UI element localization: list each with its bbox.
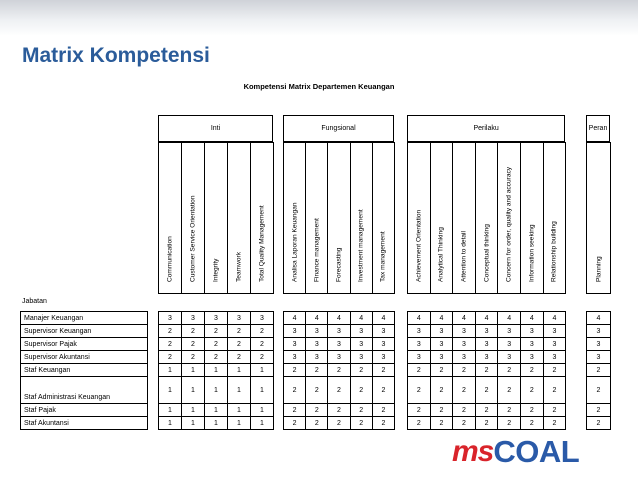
matrix-cell: 2 (520, 376, 544, 404)
matrix-cell: 1 (181, 363, 205, 377)
matrix-cell: 2 (250, 324, 274, 338)
column-header (407, 142, 431, 294)
matrix-cell: 2 (430, 363, 454, 377)
matrix-cell: 4 (543, 311, 567, 325)
matrix-cell: 3 (327, 350, 350, 364)
column-header (586, 142, 611, 294)
matrix-cell: 1 (204, 363, 228, 377)
column-header-label: Planning (595, 256, 602, 282)
matrix-cell: 3 (327, 337, 350, 351)
matrix-cell: 1 (181, 376, 205, 404)
matrix-cell: 3 (520, 324, 544, 338)
matrix-cell: 2 (283, 376, 306, 404)
column-header-label: Finance management (313, 218, 321, 282)
column-header (372, 142, 395, 294)
column-header (520, 142, 544, 294)
matrix-cell: 3 (305, 324, 328, 338)
matrix-cell: 3 (283, 337, 306, 351)
matrix-cell: 1 (227, 416, 251, 430)
matrix-cell: 3 (327, 324, 350, 338)
matrix-cell: 2 (204, 324, 228, 338)
matrix-cell: 3 (475, 350, 499, 364)
matrix-cell: 3 (586, 350, 611, 364)
matrix-cell: 3 (283, 324, 306, 338)
matrix-cell: 3 (520, 350, 544, 364)
matrix-cell: 3 (430, 337, 454, 351)
matrix-cell: 3 (305, 350, 328, 364)
column-header-label: Tax management (379, 231, 387, 282)
matrix-cell: 2 (350, 363, 373, 377)
matrix-cell: 1 (204, 416, 228, 430)
matrix-cell: 2 (543, 416, 567, 430)
row-label: Staf Pajak (20, 403, 148, 417)
matrix-cell: 3 (543, 337, 567, 351)
matrix-cell: 4 (586, 311, 611, 325)
matrix-cell: 2 (452, 363, 476, 377)
matrix-cell: 4 (283, 311, 306, 325)
matrix-cell: 3 (250, 311, 274, 325)
column-header-label: Analisa Laporan Keuangan (291, 202, 299, 282)
matrix-cell: 2 (283, 363, 306, 377)
matrix-cell: 2 (520, 363, 544, 377)
matrix-cell: 2 (475, 416, 499, 430)
matrix-cell: 1 (250, 363, 274, 377)
matrix-cell: 4 (520, 311, 544, 325)
group-header-2: Perilaku (407, 115, 565, 142)
matrix-cell: 3 (372, 350, 395, 364)
matrix-cell: 2 (227, 350, 251, 364)
column-header-label: Customer Service Orientation (189, 195, 197, 282)
matrix-cell: 1 (204, 376, 228, 404)
matrix-cell: 2 (305, 416, 328, 430)
row-header-jabatan: Jabatan (22, 298, 47, 305)
matrix-cell: 2 (227, 337, 251, 351)
row-label: Staf Akuntansi (20, 416, 148, 430)
matrix-cell: 3 (543, 350, 567, 364)
column-header-label: Forecasting (335, 247, 343, 282)
matrix-cell: 2 (543, 403, 567, 417)
matrix-cell: 1 (250, 403, 274, 417)
matrix-cell: 3 (350, 324, 373, 338)
matrix-cell: 1 (158, 376, 182, 404)
matrix-cell: 3 (372, 324, 395, 338)
matrix-cell: 1 (227, 403, 251, 417)
column-header-label: Analytical Thinking (437, 227, 445, 282)
column-header (250, 142, 274, 294)
matrix-cell: 3 (497, 350, 521, 364)
matrix-cell: 2 (250, 337, 274, 351)
matrix-cell: 2 (327, 376, 350, 404)
column-header (430, 142, 454, 294)
matrix-cell: 1 (158, 403, 182, 417)
row-label: Supervisor Akuntansi (20, 350, 148, 364)
matrix-cell: 2 (283, 416, 306, 430)
matrix-cell: 2 (407, 376, 431, 404)
matrix-cell: 4 (350, 311, 373, 325)
matrix-cell: 2 (586, 376, 611, 404)
matrix-cell: 4 (372, 311, 395, 325)
matrix-cell: 3 (497, 324, 521, 338)
matrix-cell: 2 (158, 324, 182, 338)
column-header (181, 142, 205, 294)
mscoal-logo (452, 433, 579, 471)
column-header-label: Investment management (357, 209, 365, 282)
column-header-label: Integrity (212, 258, 220, 282)
matrix-cell: 2 (586, 363, 611, 377)
matrix-cell: 2 (305, 403, 328, 417)
matrix-cell: 1 (227, 363, 251, 377)
matrix-cell: 3 (430, 324, 454, 338)
matrix-cell: 3 (407, 324, 431, 338)
matrix-cell: 1 (158, 416, 182, 430)
matrix-cell: 2 (204, 337, 228, 351)
matrix-cell: 2 (497, 376, 521, 404)
matrix-cell: 1 (250, 416, 274, 430)
matrix-cell: 2 (327, 416, 350, 430)
matrix-cell: 2 (475, 403, 499, 417)
column-header (350, 142, 373, 294)
column-header-label: Teamwork (235, 251, 243, 282)
matrix-cell: 2 (430, 403, 454, 417)
matrix-cell: 2 (204, 350, 228, 364)
group-header-0: Inti (158, 115, 273, 142)
matrix-cell: 3 (452, 324, 476, 338)
matrix-cell: 2 (283, 403, 306, 417)
matrix-cell: 1 (181, 416, 205, 430)
matrix-cell: 3 (407, 350, 431, 364)
column-header (452, 142, 476, 294)
matrix-cell: 3 (543, 324, 567, 338)
logo-coal: COAL (493, 434, 580, 469)
row-label: Staf Administrasi Keuangan (20, 376, 148, 404)
row-label: Staf Keuangan (20, 363, 148, 377)
matrix-cell: 2 (372, 416, 395, 430)
column-header (158, 142, 182, 294)
matrix-cell: 2 (543, 376, 567, 404)
group-header-3: Peran (586, 115, 610, 142)
matrix-cell: 2 (407, 416, 431, 430)
logo-ms: ms (452, 435, 494, 468)
matrix-cell: 2 (250, 350, 274, 364)
matrix-cell: 3 (475, 337, 499, 351)
column-header (327, 142, 350, 294)
matrix-cell: 3 (497, 337, 521, 351)
matrix-cell: 4 (327, 311, 350, 325)
matrix-cell: 2 (372, 363, 395, 377)
matrix-cell: 2 (586, 403, 611, 417)
matrix-cell: 2 (158, 337, 182, 351)
matrix-cell: 2 (497, 416, 521, 430)
column-header-label: Concern for order, quality and accuracy (505, 166, 513, 282)
matrix-cell: 2 (520, 403, 544, 417)
matrix-cell: 4 (305, 311, 328, 325)
matrix-cell: 4 (430, 311, 454, 325)
matrix-cell: 2 (305, 376, 328, 404)
matrix-cell: 3 (520, 337, 544, 351)
matrix-cell: 2 (430, 416, 454, 430)
matrix-cell: 4 (497, 311, 521, 325)
matrix-cell: 3 (283, 350, 306, 364)
matrix-cell: 3 (204, 311, 228, 325)
matrix-cell: 3 (452, 337, 476, 351)
matrix-cell: 3 (586, 337, 611, 351)
matrix-cell: 2 (350, 416, 373, 430)
column-header-label: Conceptual thinking (483, 224, 491, 282)
column-header-label: Total Quality Management (258, 205, 266, 282)
matrix-cell: 2 (452, 416, 476, 430)
matrix-cell: 3 (227, 311, 251, 325)
matrix-cell: 3 (305, 337, 328, 351)
matrix-cell: 2 (475, 376, 499, 404)
row-label: Supervisor Pajak (20, 337, 148, 351)
column-header (305, 142, 328, 294)
column-header-label: Information seeking (528, 224, 536, 282)
page-title: Matrix Kompetensi (22, 44, 210, 67)
matrix-cell: 4 (407, 311, 431, 325)
matrix-cell: 3 (430, 350, 454, 364)
matrix-cell: 2 (407, 403, 431, 417)
matrix-cell: 3 (586, 324, 611, 338)
matrix-cell: 3 (372, 337, 395, 351)
matrix-cell: 3 (158, 311, 182, 325)
column-header (283, 142, 306, 294)
row-label: Manajer Keuangan (20, 311, 148, 325)
matrix-cell: 2 (227, 324, 251, 338)
matrix-cell: 2 (430, 376, 454, 404)
column-header-label: Achievement Orientation (415, 209, 423, 282)
matrix-cell: 3 (452, 350, 476, 364)
matrix-cell: 2 (181, 337, 205, 351)
group-header-1: Fungsional (283, 115, 394, 142)
matrix-cell: 3 (407, 337, 431, 351)
matrix-cell: 2 (452, 376, 476, 404)
matrix-cell: 1 (181, 403, 205, 417)
column-header (475, 142, 499, 294)
matrix-cell: 2 (497, 363, 521, 377)
matrix-cell: 2 (350, 403, 373, 417)
matrix-cell: 2 (543, 363, 567, 377)
matrix-cell: 3 (181, 311, 205, 325)
matrix-cell: 1 (250, 376, 274, 404)
matrix-cell: 1 (204, 403, 228, 417)
matrix-cell: 4 (475, 311, 499, 325)
matrix-cell: 3 (350, 350, 373, 364)
matrix-cell: 2 (327, 403, 350, 417)
column-header (497, 142, 521, 294)
matrix-cell: 4 (452, 311, 476, 325)
column-header (543, 142, 567, 294)
matrix-cell: 2 (327, 363, 350, 377)
row-label: Supervisor Keuangan (20, 324, 148, 338)
column-header-label: Communication (166, 236, 174, 282)
matrix-cell: 2 (158, 350, 182, 364)
column-header-label: Relationship building (550, 221, 558, 282)
matrix-cell: 2 (181, 350, 205, 364)
matrix-cell: 2 (181, 324, 205, 338)
matrix-cell: 1 (227, 376, 251, 404)
matrix-cell: 3 (350, 337, 373, 351)
matrix-cell: 2 (372, 403, 395, 417)
matrix-cell: 2 (305, 363, 328, 377)
matrix-cell: 1 (158, 363, 182, 377)
matrix-cell: 2 (372, 376, 395, 404)
column-header (227, 142, 251, 294)
matrix-cell: 2 (452, 403, 476, 417)
matrix-subtitle: Kompetensi Matrix Departemen Keuangan (243, 82, 395, 91)
matrix-cell: 3 (475, 324, 499, 338)
matrix-cell: 2 (475, 363, 499, 377)
column-header (204, 142, 228, 294)
matrix-cell: 2 (497, 403, 521, 417)
matrix-cell: 2 (407, 363, 431, 377)
matrix-cell: 2 (350, 376, 373, 404)
matrix-cell: 2 (520, 416, 544, 430)
matrix-cell: 2 (586, 416, 611, 430)
column-header-label: Attention to detail (460, 231, 468, 282)
